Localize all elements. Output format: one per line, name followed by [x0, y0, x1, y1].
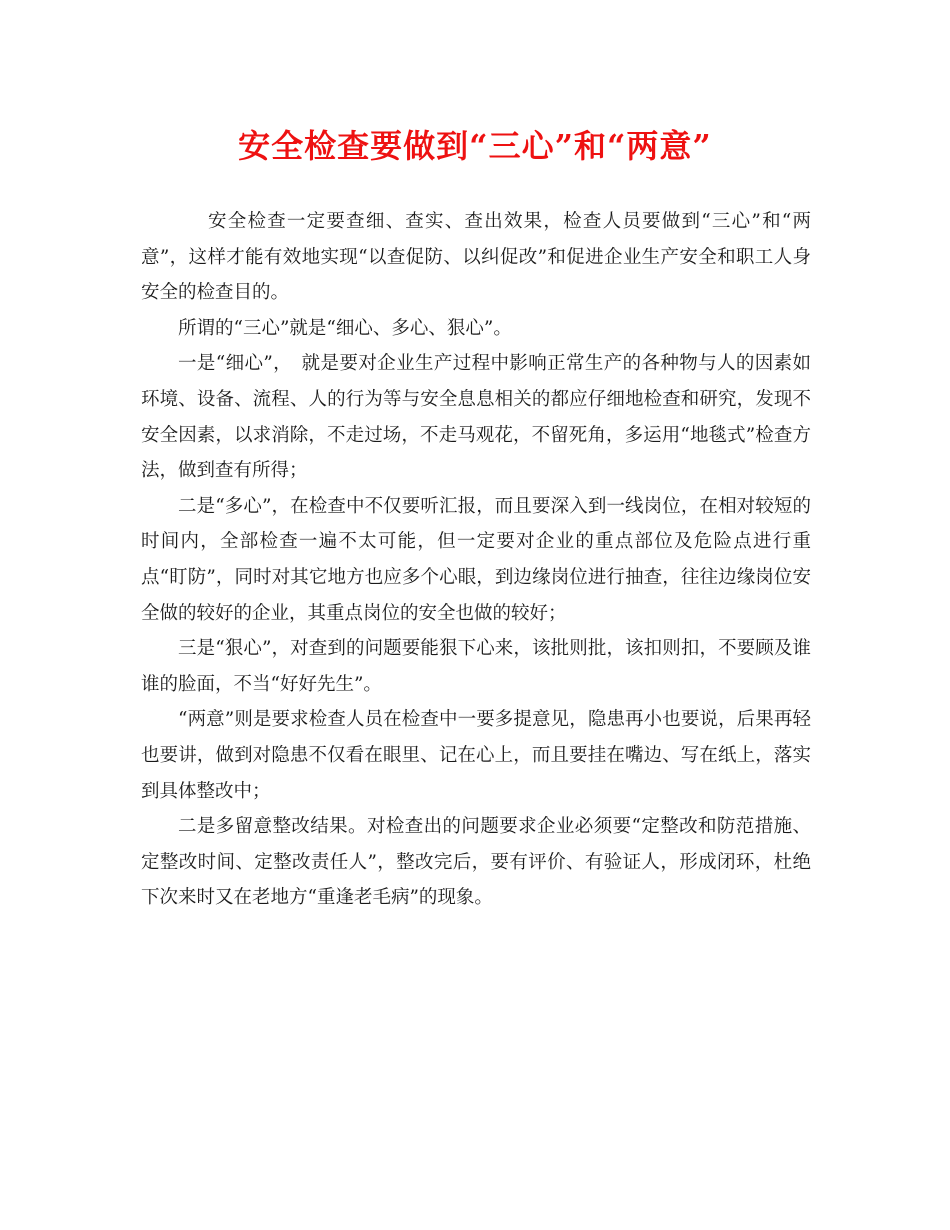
paragraph-three-hearts: 所谓的“三心”就是“细心、多心、狠心”。	[178, 317, 512, 339]
paragraph-intro: 安全检查一定要查细、查实、查出效果，检查人员要做到“三心”和“两意”，这样才能有效地实现“以查促防、以纠促改”和促进企业生产安全和职工人身安全的检查目的。	[141, 211, 811, 304]
document-title: 安全检查要做到“三心”和“两意”	[238, 127, 712, 165]
paragraph-rectification: 二是多留意整改结果。对检查出的问题要求企业必须要“定整改和防范措施、定整改时间、定整改责任人”，整改完后，要有评价、有验证人，形成闭环，杜绝下次来时又在老地方“重逢老毛病”的现象。	[141, 816, 811, 909]
paragraph-firm: 三是“狠心”，对查到的问题要能狠下心来，该批则批，该扣则扣，不要顾及谁谁的脸面，不当“好好先生”。	[141, 638, 811, 695]
document-body	[141, 204, 811, 916]
paragraph-two-intents: “两意”则是要求检查人员在检查中一要多提意见，隐患再小也要说，后果再轻也要讲，做到对隐患不仅看在眼里、记在心上，而且要挂在嘴边、写在纸上，落实到具体整改中；	[141, 709, 811, 802]
paragraph-vigilant: 二是“多心”，在检查中不仅要听汇报，而且要深入到一线岗位，在相对较短的时间内，全部检查一遍不太可能，但一定要对企业的重点部位及危险点进行重点“盯防”，同时对其它地方也应多个心眼，到边缘岗位进行抽查，往往边缘岗位安全做的较好的企业，其重点岗位的安全也做的较好；	[141, 495, 811, 624]
paragraph-careful: 一是“细心”， 就是要对企业生产过程中影响正常生产的各种物与人的因素如环境、设备、流程、人的行为等与安全息息相关的都应仔细地检查和研究，发现不安全因素，以求消除，不走过场，不走马观花，不留死角，多运用“地毯式”检查方法，做到查有所得；	[141, 353, 811, 482]
